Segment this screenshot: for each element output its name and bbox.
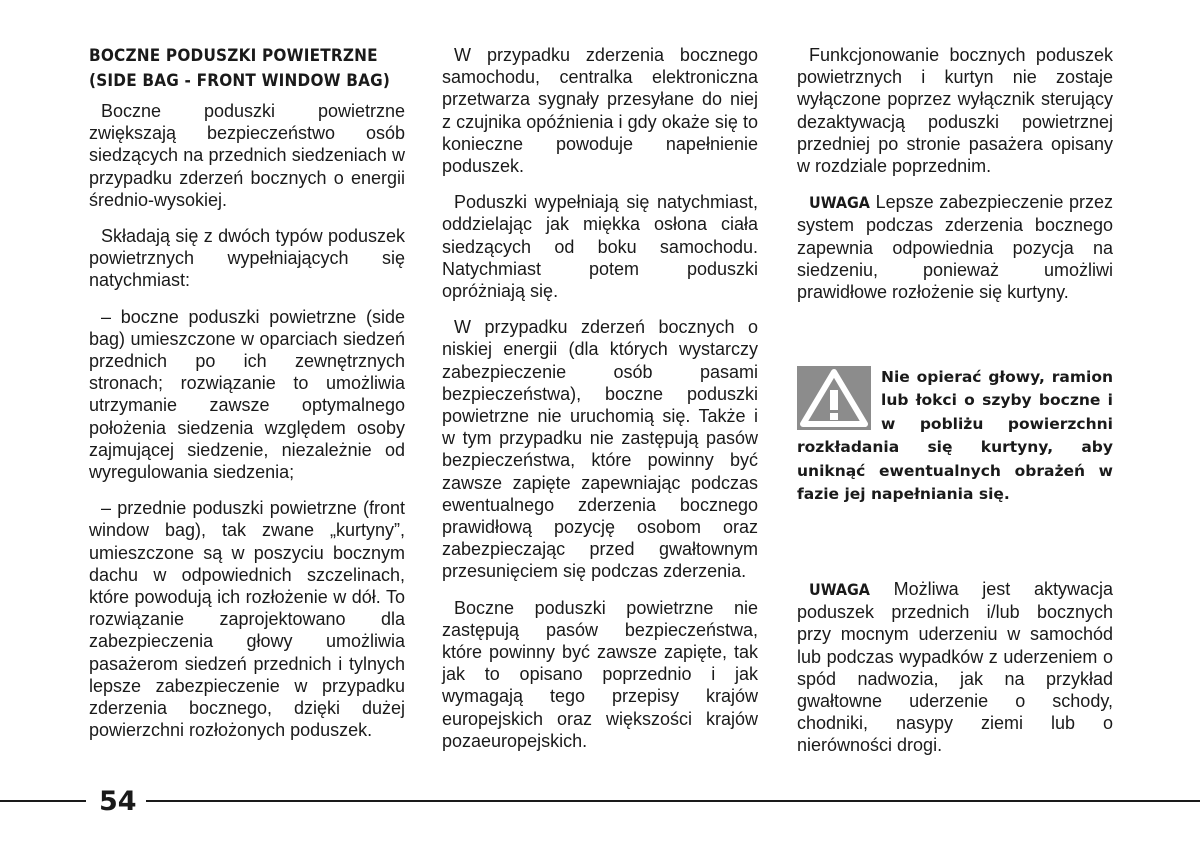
- warning-text: Nie opierać głowy, ramion lub łokci o szyby boczne i w pobliżu powierzchni rozkładania się kurtyny, aby uniknąć ewentualnych obrażeń w fazie jej napełniania się.: [797, 368, 1113, 504]
- note-text: Możliwa jest aktywacja poduszek przednich i/lub bocznych przy mocnym uderzeniu w samochód lub podczas wypadków z uderzeniem o spód nadwozia, jak na przykład gwałtowne uderzenie o schody, chodniki, nasypy ziemi lub o nierówności drogi.: [797, 579, 1113, 756]
- paragraph: Boczne poduszki powietrzne zwiększają bezpieczeństwo osób siedzących na przednich siedzeniach w przypadku zderzeń bocznych o energii średnio-wysokiej.: [89, 101, 405, 210]
- paragraph: Funkcjonowanie bocznych poduszek powietrznych i kurtyn nie zostaje wyłączone poprzez wyłącznik sterujący dezaktywacją poduszki powietrznej przedniej po stronie pasażera opisany w rozdziale poprzednim.: [797, 45, 1113, 177]
- middle-column: [442, 44, 758, 766]
- paragraph: Składają się z dwóch typów poduszek powietrznych wypełniających się natychmiast:: [89, 226, 405, 291]
- section-heading: BOCZNE PODUSZKI POWIETRZNE (SIDE BAG - FRONT WINDOW BAG): [89, 46, 391, 91]
- right-column-bottom: [797, 578, 1113, 771]
- footer-rule-right: [146, 800, 1200, 802]
- note-label: UWAGA: [809, 580, 870, 599]
- paragraph: W przypadku zderzenia bocznego samochodu, centralka elektroniczna przetwarza sygnały przesyłane do niej z czujnika opóźnienia i gdy okaże się to konieczne powoduje napełnienie poduszek.: [442, 45, 758, 177]
- note-paragraph: [797, 578, 1113, 757]
- paragraph: W przypadku zderzeń bocznych o niskiej energii (dla których wystarczy zabezpieczenie osób pasami bezpieczeństwa), boczne poduszki powietrzne nie uruchomią się. Także i w tym przypadku nie zastępują pasów bezpieczeństwa, które powinny być zawsze zapięte zapewniając podczas ewentualnego zderzenia bocznego prawidłową pozycję osobom oraz zabezpieczając przed gwałtownym przesunięciem się podczas zderzenia.: [442, 317, 758, 582]
- page-number: 54: [99, 786, 137, 817]
- note-label: UWAGA: [809, 193, 870, 213]
- paragraph: – boczne poduszki powietrzne (side bag) umieszczone w oparciach siedzeń przednich po ich zewnętrznych stronach; rozwiązanie to umożliwia utrzymanie zawsze optymalnego położenia siedzenia względem osoby zajmującej siedzenie, niezależnie od wyregulowania siedzenia;: [89, 306, 405, 483]
- note-paragraph: [797, 191, 1113, 303]
- footer-rule-left: [0, 800, 86, 802]
- paragraph: Boczne poduszki powietrzne nie zastępują pasów bezpieczeństwa, które powinny być zawsze zapięte, tak jak to opisano poprzednio i jak wymagają tego przepisy krajów europejskich oraz większości krajów pozaeuropejskich.: [442, 597, 758, 751]
- left-column: [89, 44, 405, 755]
- right-column: [797, 44, 1113, 317]
- note-text: Lepsze zabezpieczenie przez system podczas zderzenia bocznego zapewnia odpowiednia pozycja na siedzeniu, ponieważ umożliwi prawidłowe rozłożenie się kurtyny.: [797, 192, 1113, 303]
- warning-box: [797, 366, 1113, 506]
- paragraph: – przednie poduszki powietrzne (front window bag), tak zwane „kurtyny”, umieszczone są w poszyciu bocznym dachu w odpowiednich szczelinach, które powodują ich rozłożenie w dół. To rozwiązanie zaprojektowano dla zabezpieczenia głowy umożliwia pasażerom siedzeń przednich i tylnych lepsze zabezpieczenie w przypadku zderzenia bocznego, dzięki dużej powierzchni rozłożonych poduszek.: [89, 498, 405, 741]
- paragraph: Poduszki wypełniają się natychmiast, oddzielając jak miękka osłona ciała siedzących od boku samochodu. Natychmiast potem poduszki opróżniają się.: [442, 192, 758, 302]
- warning-triangle-icon: [797, 366, 871, 430]
